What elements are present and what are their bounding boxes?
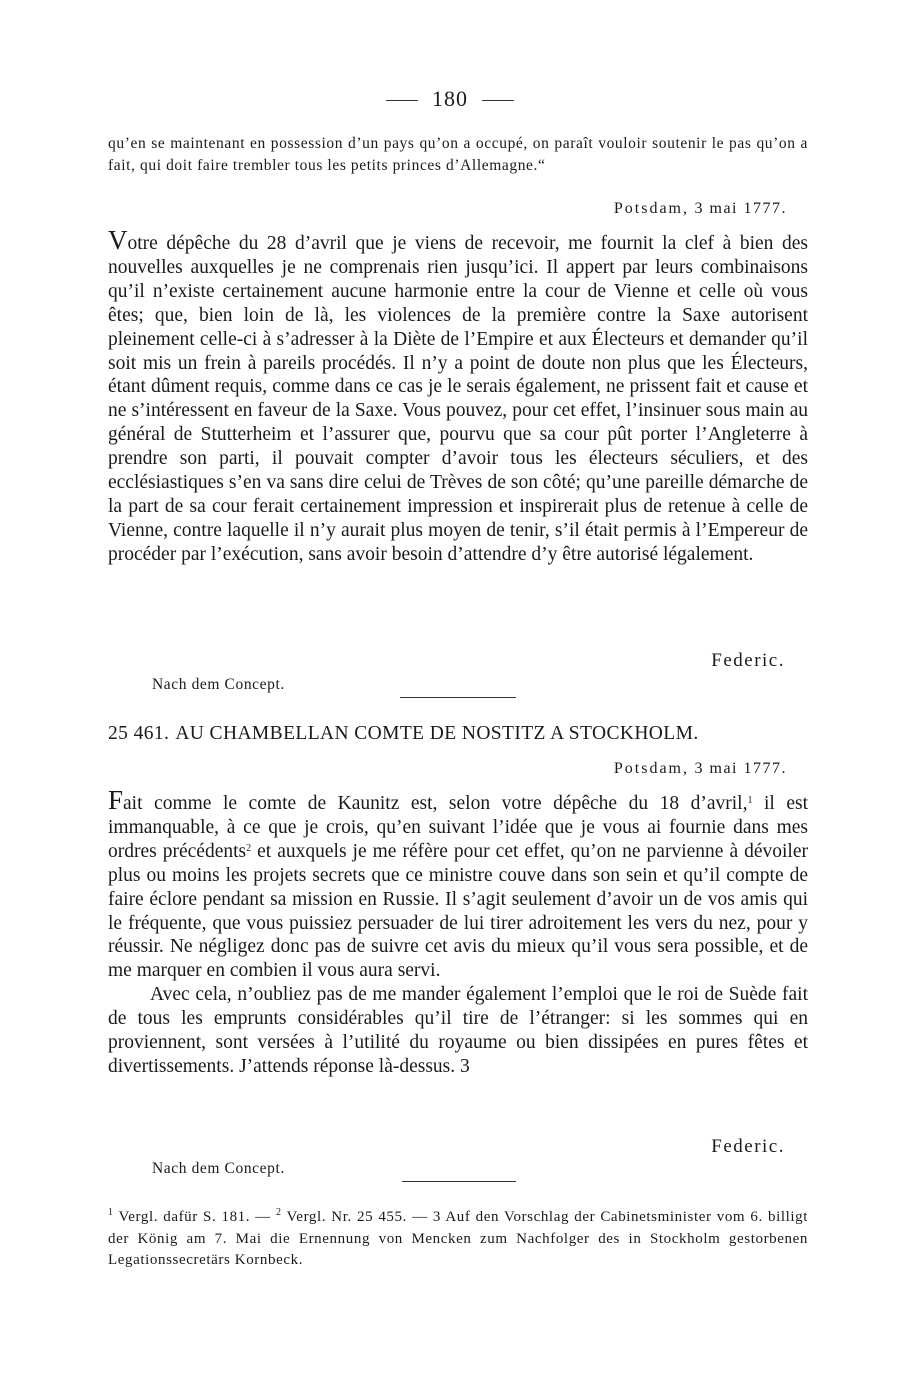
dateline-letter2: Potsdam, 3 mai 1777. [613,760,787,777]
continuation-paragraph: qu’en se maintenant en possession d’un pays qu’on a occupé, on paraît vouloir soutenir le pas qu’on a fait, qui doit faire trembler tous les petits princes d’Allemagne.“ [108,135,808,174]
letter2-paragraph-2: Avec cela, n’oubliez pas de me mander également l’emploi que le roi de Suède fait de tous les emprunts considérables qu’il tire de l’étranger: si les sommes qui en proviennent, sont versées à l’utilité du royaume ou bien dissipées en pures fêtes et divertissements. J’attends réponse là-dessus. 3 [108,984,808,1077]
footnote-text-2: Vergl. Nr. 25 455. — 3 Auf den Vorschlag der Cabinetsminister vom 6. billigt der König am 7. Mai die Ernennung von Mencken zum Nachfolger des in Stockholm gestorbenen Legationssecretärs Kornbeck. [108,1209,809,1268]
letter1-body [108,225,808,567]
footnotes [108,1207,808,1272]
footnote-ref-1: 1 [747,795,753,806]
letter1-paragraph: Votre dépêche du 28 d’avril que je viens de recevoir, me fournit la clef à bien des nouvelles auxquelles je ne comprenais rien jusqu’ici. Il appert par leurs combinaisons qu’il n’existe certainement aucune harmonie entre la cour de Vienne et celle où vous êtes; que, bien loin de là, les violences de la première contre la Saxe autorisent pleinement celle-ci à s’adresser à la Diète de l’Empire et aux Électeurs et demander qu’il soit mis un frein à pareils procédés. Il n’y a point de doute non plus que les Électeurs, étant dûment requis, comme dans ce cas je le serais également, ne prissent fait et cause et ne s’intéressent en faveur de la Saxe. Vous pouvez, pour cet effet, l’insinuer sous main au général de Stutterheim et l’assurer que, pourvu que sa cour pût porter l’Angleterre à prendre son parti, il pouvait compter d’avoir tous les électeurs séculiers, et des ecclésiastiques s’en va sans dire celui de Trèves de son côté; qu’une pareille démarche de la part de sa cour ferait certainement impression et inspirerait plus de retenue à celle de Vienne, contre laquelle il n’y aurait plus moyen de tenir, s’il était permis à l’Empereur de procéder par l’exécution, sans avoir besoin d’attendre d’y être autorisé légalement. [108,225,808,565]
separator-rule-2 [402,1181,516,1182]
letter1-initial: V [108,225,128,255]
letter2-source-note: Nach dem Concept. [152,1160,285,1177]
letter2-heading [108,723,808,745]
page-number-dash-right [482,100,514,101]
footnote-ref-3: 3 [460,1055,470,1077]
letter2-title: AU CHAMBELLAN COMTE DE NOSTITZ A STOCKHOLM. [175,723,699,744]
letter2-number: 25 461. [108,723,170,744]
footnote-marker-2: 2 [276,1207,282,1218]
letter2-signature: Federic. [711,1136,785,1157]
page-number-line [0,86,900,112]
footnote-ref-2: 2 [246,842,252,854]
page-number: 180 [432,86,468,111]
letter1-signature: Federic. [711,650,785,671]
separator-rule [400,697,516,698]
letter2-initial: F [108,785,124,815]
footnote-text-1: Vergl. dafür S. 181. — [113,1209,277,1225]
letter2-paragraph-1: Fait comme le comte de Kaunitz est, selon votre dépêche du 18 d’avril,$^1$ il est immanquable, à ce que je crois, qu’en suivant l’idée que je vous ai fournie dans mes ordres précédents$^2$ et auxquels je me réfère pour cet effet, qu’on ne parvienne à dévoiler plus ou moins les projets secrets que ce ministre couve dans son sein et qu’il compte de faire éclore pendant sa mission en Russie. Il s’agit seulement d’avoir un de vos amis qui le fréquente, que vous puissiez persuader de lui tirer adroitement les vers du nez, pour y réussir. Ne négligez donc pas de suivre cet avis du mieux qu’il vous sera possible, et de me marquer en combien il vous aura servi. [108,785,809,982]
dateline-letter1: Potsdam, 3 mai 1777. [613,200,787,217]
letter1-source-note: Nach dem Concept. [152,676,285,693]
page-number-dash-left [386,100,418,101]
footnote-marker-1: 1 [108,1207,114,1218]
letter2-body [108,785,809,1079]
